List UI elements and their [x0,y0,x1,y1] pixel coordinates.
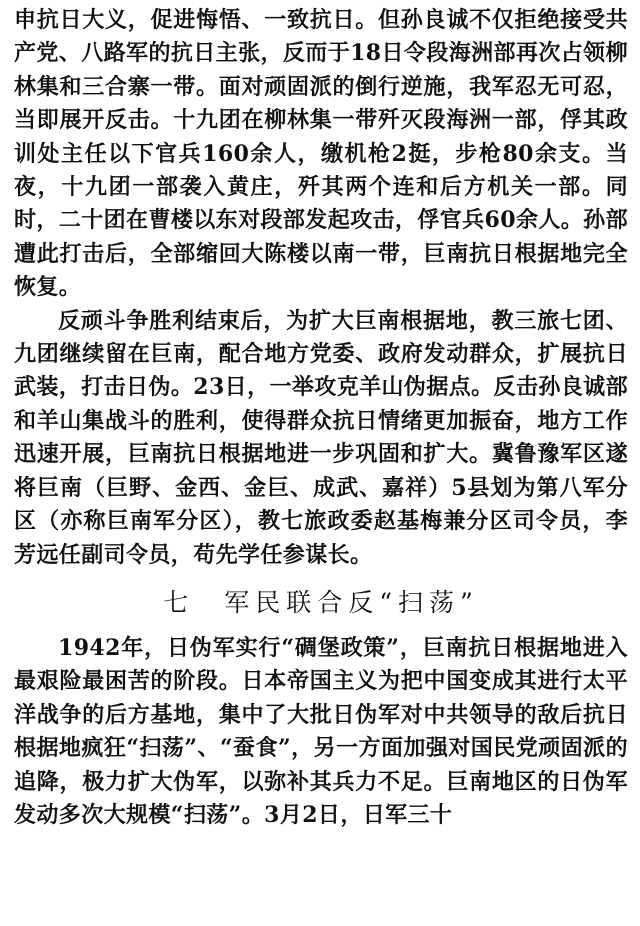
section-number: 七 [163,587,195,617]
paragraph-2: 反顽斗争胜利结束后，为扩大巨南根据地，教三旅七团、九团继续留在巨南，配合地方党委、政府发动群众，扩展抗日武装，打击日伪。23日，一举攻克羊山伪据点。反击孙良诚部和羊山集战斗的胜利，使得群众抗日情绪更加振奋，地方工作迅速开展，巨南抗日根据地进一步巩固和扩大。冀鲁豫军区遂将巨南（巨野、金西、金巨、成武、嘉祥）5县划为第八军分区（亦称巨南军分区），教七旅政委赵基梅兼分区司令员，李芳远任副司令员，苟先学任参谋长。 [14,307,628,568]
section-heading [14,586,628,620]
paragraph-3: 1942年，日伪军实行“碉堡政策”，巨南抗日根据地进入最艰险最困苦的阶段。日本帝国主义为把中国变成其进行太平洋战争的后方基地，集中了大批日伪军对中共领导的敌后抗日根据地疯狂“扫荡”、“蚕食”，另一方面加强对国民党顽固派的追降，极力扩大伪军，以弥补其兵力不足。巨南地区的日伪军发动多次大规模“扫荡”。3月2日，日军三十 [14,634,628,828]
section-title: 军民联合反“扫荡” [224,587,479,617]
paragraph-1: 申抗日大义，促进悔悟、一致抗日。但孙良诚不仅拒绝接受共产党、八路军的抗日主张，反而于18日令段海洲部再次占领柳林集和三合寨一带。面对顽固派的倒行逆施，我军忍无可忍，当即展开反击。十九团在柳林集一带歼灭段海洲一部，俘其政训处主任以下官兵160余人，缴机枪2挺，步枪80余支。当夜，十九团一部袭入黄庄，歼其两个连和后方机关一部。同时，二十团在曹楼以东对段部发起攻击，俘官兵60余人。孙部遭此打击后，全部缩回大陈楼以南一带，巨南抗日根据地完全恢复。 [14,7,628,301]
